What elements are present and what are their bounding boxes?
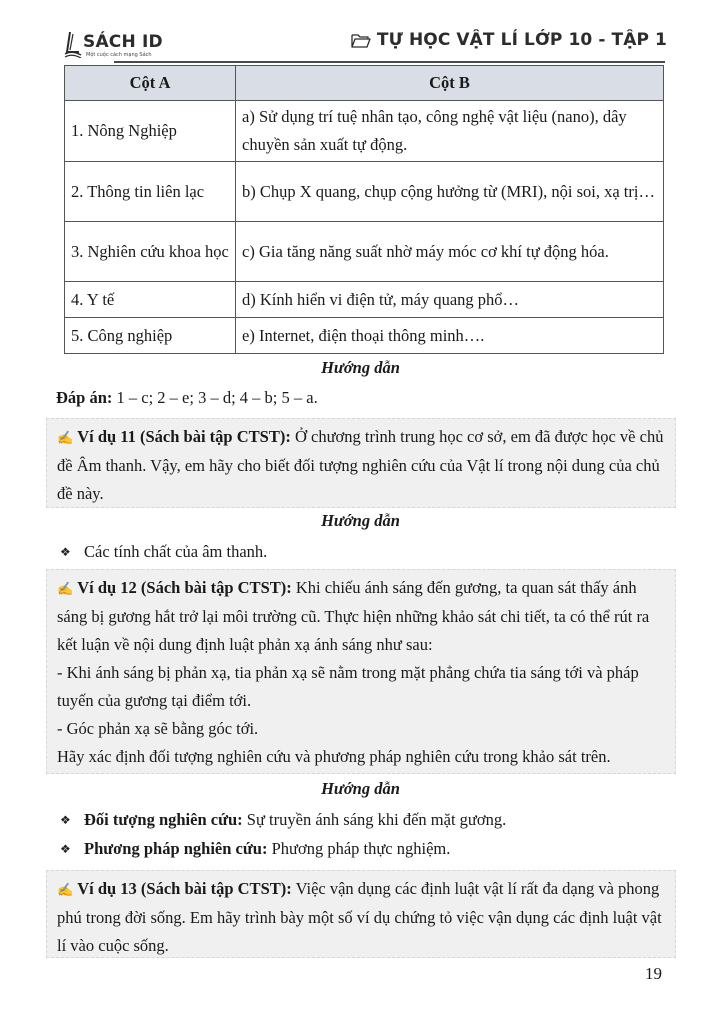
guide-heading: Hướng dẫn bbox=[321, 358, 400, 377]
bullet-label: Đối tượng nghiên cứu: bbox=[84, 810, 243, 829]
bullet-text: Các tính chất của âm thanh. bbox=[84, 542, 268, 561]
header-divider bbox=[114, 61, 665, 63]
example-box-13 bbox=[46, 870, 676, 958]
example-text: Khi chiếu ánh sáng đến gương, ta quan sát thấy ánh sáng bị gương hắt trở lại môi trường cũ. Thực hiện những khảo sát chi tiết, ta có thể rút ra kết luận về nội dung định luật phản xạ ánh sáng như sau: bbox=[57, 578, 650, 654]
pencil-icon: ✍ bbox=[57, 430, 74, 445]
matching-table bbox=[64, 65, 664, 354]
guide-bullet bbox=[60, 539, 267, 565]
cell-b: c) Gia tăng năng suất nhờ máy móc cơ khí tự động hóa. bbox=[236, 222, 664, 282]
example-text: Việc vận dụng các định luật vật lí rất đa dạng và phong phú trong đời sống. Em hãy trình bày một số ví dụ chứng tỏ việc vận dụng các định luật vật lí vào cuộc sống. bbox=[57, 879, 662, 955]
example-text: Ở chương trình trung học cơ sở, em đã được học về chủ đề Âm thanh. Vậy, em hãy cho biết đối tượng nghiên cứu của Vật lí trong nội dung của chủ đề này. bbox=[57, 427, 664, 503]
column-header-a: Cột A bbox=[65, 66, 236, 101]
example-label: Ví dụ 11 (Sách bài tập CTST): bbox=[77, 427, 291, 446]
bullet-text: Phương pháp thực nghiệm. bbox=[267, 839, 451, 858]
folder-icon bbox=[351, 33, 371, 48]
example-label: Ví dụ 12 (Sách bài tập CTST): bbox=[77, 578, 292, 597]
bullet-text: Sự truyền ánh sáng khi đến mặt gương. bbox=[242, 810, 507, 829]
diamond-bullet-icon: ❖ bbox=[60, 545, 71, 559]
cell-a: 2. Thông tin liên lạc bbox=[65, 162, 236, 222]
logo-text: SÁCH ID bbox=[83, 32, 163, 52]
example-line: Hãy xác định đối tượng nghiên cứu và phương pháp nghiên cứu trong khảo sát trên. bbox=[57, 747, 611, 766]
book-logo-icon bbox=[64, 30, 82, 58]
answer-line bbox=[56, 384, 318, 412]
book-title-text: TỰ HỌC VẬT LÍ LỚP 10 - TẬP 1 bbox=[376, 30, 667, 50]
example-box-11 bbox=[46, 418, 676, 508]
cell-b: d) Kính hiển vi điện tử, máy quang phổ… bbox=[236, 282, 664, 318]
answer-label: Đáp án: bbox=[56, 388, 113, 407]
cell-b: b) Chụp X quang, chụp cộng hưởng từ (MRI), nội soi, xạ trị… bbox=[236, 162, 664, 222]
table-row bbox=[65, 101, 664, 162]
page-number: 19 bbox=[645, 964, 662, 983]
table-row bbox=[65, 162, 664, 222]
cell-a: 5. Công nghiệp bbox=[65, 318, 236, 354]
column-header-b: Cột B bbox=[236, 66, 664, 101]
table-row bbox=[65, 318, 664, 354]
answer-text: 1 – c; 2 – e; 3 – d; 4 – b; 5 – a. bbox=[112, 388, 318, 407]
example-line: - Khi ánh sáng bị phản xạ, tia phản xạ sẽ nằm trong mặt phẳng chứa tia sáng tới và pháp tuyến của gương tại điểm tới. bbox=[57, 663, 639, 710]
guide-bullet bbox=[60, 836, 450, 862]
diamond-bullet-icon: ❖ bbox=[60, 813, 71, 827]
cell-b: a) Sử dụng trí tuệ nhân tạo, công nghệ vật liệu (nano), dây chuyền sản xuất tự động. bbox=[236, 101, 664, 162]
table-header-row bbox=[65, 66, 664, 101]
pencil-icon: ✍ bbox=[57, 882, 74, 897]
guide-heading: Hướng dẫn bbox=[321, 511, 400, 530]
publisher-logo bbox=[64, 28, 169, 64]
logo-tagline: Một cuộc cách mạng Sách bbox=[86, 52, 152, 58]
cell-b: e) Internet, điện thoại thông minh…. bbox=[236, 318, 664, 354]
cell-a: 3. Nghiên cứu khoa học bbox=[65, 222, 236, 282]
diamond-bullet-icon: ❖ bbox=[60, 842, 71, 856]
cell-a: 1. Nông Nghiệp bbox=[65, 101, 236, 162]
bullet-label: Phương pháp nghiên cứu: bbox=[84, 839, 268, 858]
book-title bbox=[351, 30, 667, 50]
cell-a: 4. Y tế bbox=[65, 282, 236, 318]
table-row bbox=[65, 222, 664, 282]
table-row bbox=[65, 282, 664, 318]
example-line: - Góc phản xạ sẽ bằng góc tới. bbox=[57, 719, 259, 738]
example-label: Ví dụ 13 (Sách bài tập CTST): bbox=[77, 879, 292, 898]
page-header bbox=[0, 0, 721, 66]
example-box-12 bbox=[46, 569, 676, 774]
pencil-icon: ✍ bbox=[57, 581, 74, 596]
guide-bullet bbox=[60, 807, 506, 833]
guide-heading: Hướng dẫn bbox=[321, 779, 400, 798]
